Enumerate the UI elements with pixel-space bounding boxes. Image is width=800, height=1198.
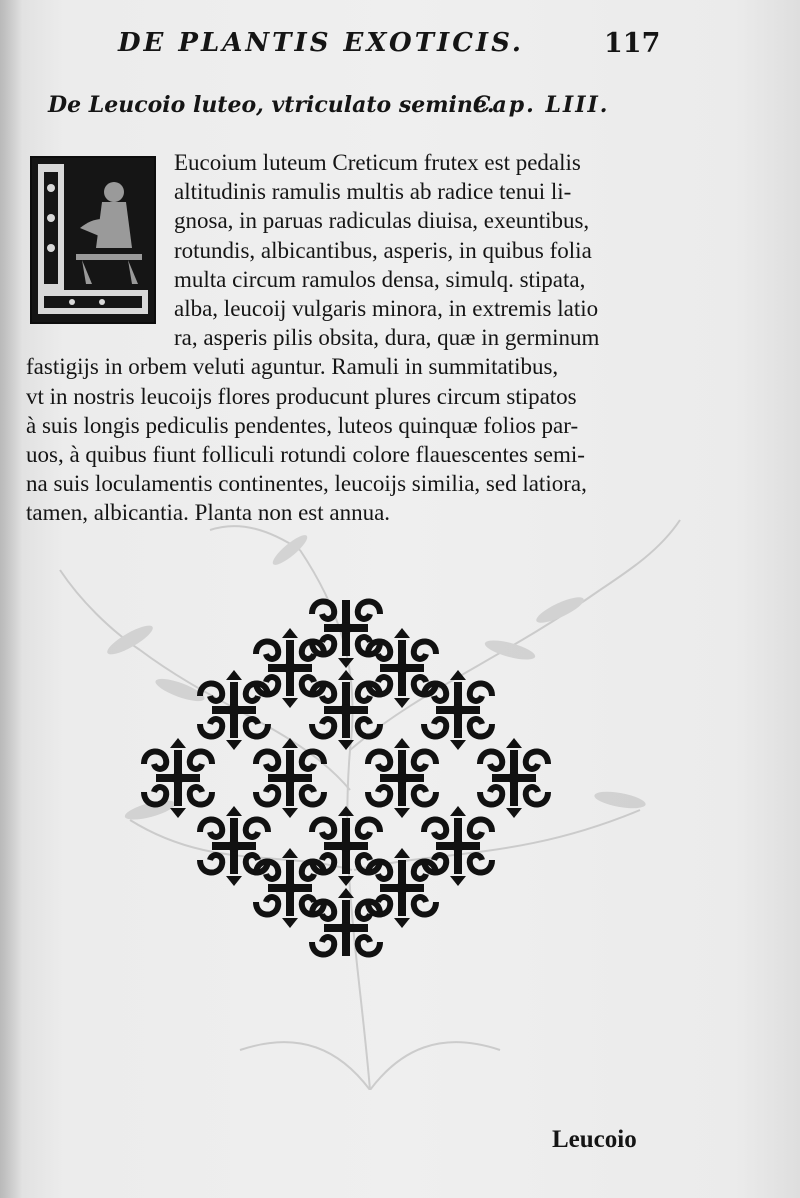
gutter-shadow bbox=[0, 0, 22, 1198]
chapter-number: Cap. LIII. bbox=[473, 92, 610, 118]
body-text bbox=[26, 148, 676, 527]
body-line: altitudinis ramulis multis ab radice tenui li- bbox=[174, 179, 572, 205]
running-head-title: DE PLANTIS EXOTICIS. bbox=[118, 28, 524, 58]
page-number: 117 bbox=[604, 28, 661, 59]
body-line: gnosa, in paruas radiculas diuisa, exeuntibus, bbox=[174, 208, 590, 234]
chapter-title: De Leucoio luteo, vtriculato semine. bbox=[48, 92, 495, 118]
body-line: tamen, albicantia. Planta non est annua. bbox=[26, 500, 391, 526]
chapter-heading bbox=[48, 92, 648, 118]
body-line: na suis loculamentis continentes, leucoijs similia, sed latiora, bbox=[26, 471, 587, 497]
body-line: vt in nostris leucoijs flores producunt plures circum stipatos bbox=[26, 383, 577, 409]
body-line: alba, leucoij vulgaris minora, in extremis latio bbox=[174, 295, 599, 321]
fleuron-diamond-ornament bbox=[128, 598, 564, 958]
body-line: fastigijs in orbem veluti aguntur. Ramuli in summitatibus, bbox=[26, 354, 559, 380]
body-line: rotundis, albicantibus, asperis, in quibus folia bbox=[174, 237, 592, 263]
catchword: Leucoio bbox=[552, 1126, 637, 1153]
body-line: ra, asperis pilis obsita, dura, quæ in germinum bbox=[174, 325, 600, 351]
body-line: à suis longis pediculis pendentes, luteos quinquæ folios par- bbox=[26, 412, 579, 438]
body-line: uos, à quibus fiunt folliculi rotundi colore flauescentes semi- bbox=[26, 441, 585, 467]
body-line: Eucoium luteum Creticum frutex est pedalis bbox=[174, 150, 581, 175]
body-line: multa circum ramulos densa, simulq. stipata, bbox=[174, 266, 586, 292]
